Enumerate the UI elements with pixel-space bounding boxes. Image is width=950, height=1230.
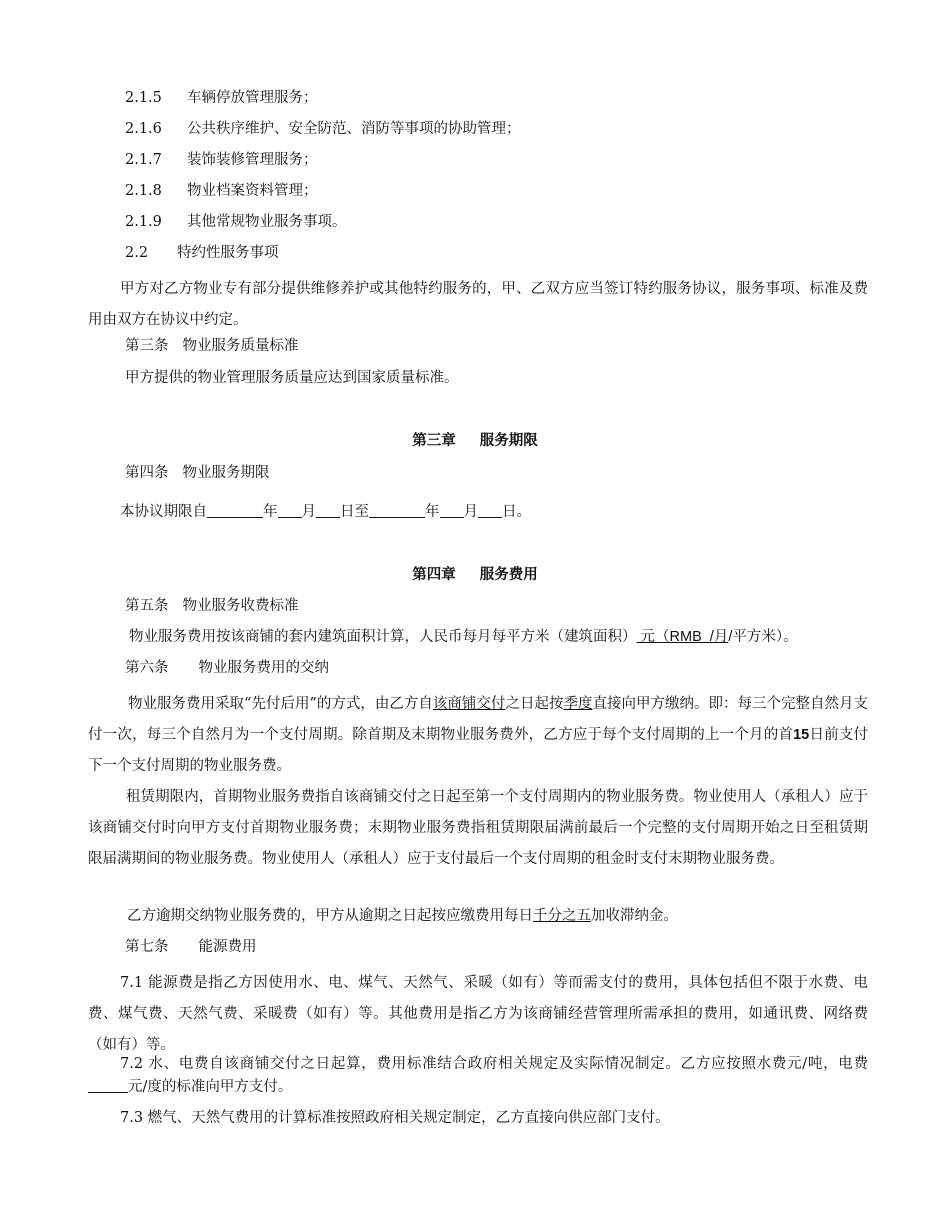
chapter-3-title: 第三章 服务期限 — [412, 432, 538, 449]
blank-end-year — [369, 503, 425, 518]
blank-start-day — [316, 503, 340, 518]
paragraph-payment: 物业服务费用采取“先付后用”的方式，由乙方自该商铺交付之日起按季度直接向甲方缴纳。即：每三个完整自然月支付一次，每三个自然月为一个支付周期。除首期及末期物业服务费外，乙方应于每个支付周期的上一个月的首15日前支付下一个支付周期的物业服务费。 — [88, 696, 869, 774]
article-3-heading: 第三条 物业服务质量标准 — [125, 338, 299, 354]
paragraph-7-1: 7.1 能源费是指乙方因使用水、电、煤气、天然气、采暖（如有）等而需支付的费用，具体包括但不限于水费、电费、煤气费、天然气费、采暖费（如有）等。其他费用是指乙方为该商铺经营管理所需承担的费用，如通讯费、网络费（如有）等。 — [88, 975, 868, 1053]
blank-start-month — [278, 503, 302, 518]
paragraph-fee-standard: 物业服务费用按该商铺的套内建筑面积计算，人民币每月每平方米（建筑面积） 元（RMB /月/平方米）。 — [129, 629, 798, 645]
chapter-4-title: 第四章 服务费用 — [412, 566, 538, 583]
paragraph-quality: 甲方提供的物业管理服务质量应达到国家质量标准。 — [125, 370, 459, 386]
list-item: 2.1.5 车辆停放管理服务； — [125, 90, 318, 106]
paragraph-7-2: 7.2 水、电费自该商铺交付之日起算，费用标准结合政府相关规定及实际情况制定。乙方应按照水费元/吨，电费元/度的标准向甲方支付。 — [88, 1053, 868, 1099]
list-item: 2.1.8 物业档案资料管理； — [125, 183, 318, 199]
paragraph-lease-term: 租赁期限内，首期物业服务费指自该商铺交付之日起至第一个支付周期内的物业服务费。物业使用人（承租人）应于该商铺交付时向甲方支付首期物业服务费；末期物业服务费指租赁期限届满前最后一个完整的支付周期开始之日至租赁期限届满期间的物业服务费。物业使用人（承租人）应于支付最后一个支付周期的租金时支付末期物业服务费。 — [88, 789, 868, 867]
paragraph-7-3: 7.3 燃气、天然气费用的计算标准按照政府相关规定制定，乙方直接向供应部门支付。 — [120, 1110, 670, 1126]
blank-start-year — [207, 503, 263, 518]
article-7-heading: 第七条 能源费用 — [125, 939, 257, 955]
list-item: 2.1.9 其他常规物业服务事项。 — [125, 214, 347, 230]
paragraph-special-service: 甲方对乙方物业专有部分提供维修养护或其他特约服务的，甲、乙双方应当签订特约服务协议，服务事项、标准及费用由双方在协议中约定。 — [88, 281, 868, 328]
list-item: 2.1.7 装饰装修管理服务； — [125, 152, 318, 168]
article-5-heading: 第五条 物业服务收费标准 — [125, 598, 299, 614]
section-heading-2-2: 2.2 特约性服务事项 — [125, 245, 279, 261]
blank-electricity-price — [88, 1078, 128, 1093]
term-line: 本协议期限自 年 月 日至 年 月 日。 — [120, 504, 531, 520]
paragraph-late-fee: 乙方逾期交纳物业服务费的，甲方从逾期之日起按应缴费用每日千分之五加收滞纳金。 — [127, 908, 678, 924]
blank-end-day — [478, 503, 502, 518]
article-4-heading: 第四条 物业服务期限 — [125, 465, 270, 481]
article-6-heading: 第六条 物业服务费用的交纳 — [125, 660, 329, 676]
blank-end-month — [440, 503, 464, 518]
list-item: 2.1.6 公共秩序维护、安全防范、消防等事项的协助管理； — [125, 121, 521, 137]
